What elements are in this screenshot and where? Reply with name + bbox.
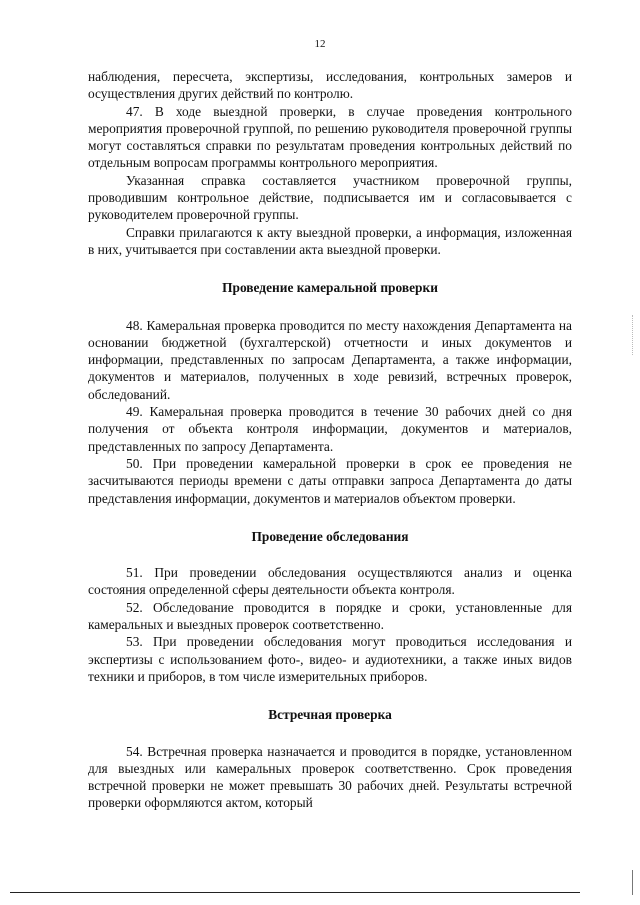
paragraph-53: 53. При проведении обследования могут проводиться исследования и экспертизы с использованием фото-, видео- и аудиотехники, а также иных видов техники и приборов, в том числе измерительных приборов. [88,634,572,684]
section-heading-inspection: Проведение обследования [251,528,409,544]
section-heading-desk-audit: Проведение камеральной проверки [222,280,438,296]
paragraph-50: 50. При проведении камеральной проверки в срок ее проведения не засчитываются периоды времени с даты отправки запроса Департамента до даты представления информации, документов и материалов объектом проверки. [88,455,572,506]
scan-margin-mark [632,315,634,355]
page-number: 12 [314,38,326,50]
paragraph-47: 47. В ходе выездной проверки, в случае проведения контрольного мероприятия проверочной группой, по решению руководителя проверочной группы могут составляться справки по результатам проведения контрольных действий по отдельным вопросам программы контрольного мероприятия. [88,103,572,171]
scan-bottom-edge-line [10,892,580,893]
section-heading-counter-check: Встречная проверка [268,707,392,723]
paragraph-51: 51. При проведении обследования осуществляются анализ и оценка состояния определенной сферы деятельности объекта контроля. [88,565,572,598]
paragraph-48: 48. Камеральная проверка проводится по месту нахождения Департамента на основании бюджетной (бухгалтерской) отчетности и иных документов и информации, представленных по запросам Департамента, а также информации, документов и материалов, полученных в ходе ревизий, встречных проверок, обследований. [88,317,572,402]
paragraph-54: 54. Встречная проверка назначается и проводится в порядке, установленном для выездных или камеральных проверок соответственно. Срок проведения встречной проверки не может превышать 30 рабочих дней. Результаты встречной проверки оформляются актом, который [88,743,572,811]
paragraph-47-note: Указанная справка составляется участником проверочной группы, проводившим контрольное действие, подписывается им и согласовывается с руководителем проверочной группы. [88,172,572,223]
paragraph-49: 49. Камеральная проверка проводится в течение 30 рабочих дней со дня получения от объекта контроля информации, документов и материалов, представленных по запросу Департамента. [88,404,572,454]
document-body [88,68,572,812]
paragraph-continuation: наблюдения, пересчета, экспертизы, исследования, контрольных замеров и осуществления других действий по контролю. [88,69,572,102]
paragraph-52: 52. Обследование проводится в порядке и сроки, установленные для камеральных и выездных проверок соответственно. [88,599,572,633]
paragraph-47-attachments: Справки прилагаются к акту выездной проверки, а информация, изложенная в них, учитывается при составлении акта выездной проверки. [88,224,572,257]
scan-margin-mark-lower [632,870,634,895]
